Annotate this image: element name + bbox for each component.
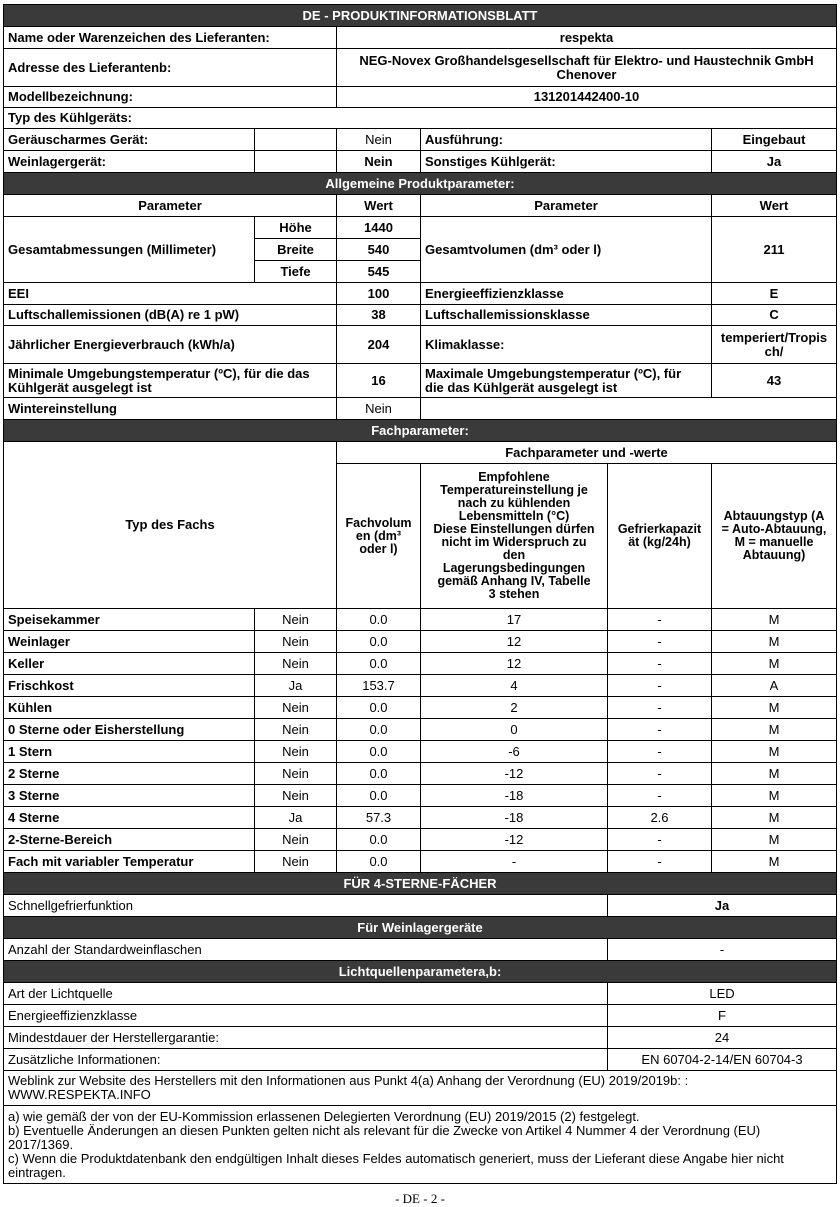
temp-header-line: nicht im Widerspruch zu — [441, 535, 587, 549]
eei-label: EEI — [4, 283, 337, 305]
compartment-defrost-type: M — [712, 697, 837, 719]
depth-value: 545 — [337, 261, 421, 283]
fast-freeze-label: Schnellgefrierfunktion — [4, 895, 608, 917]
compartment-row — [4, 807, 837, 829]
compartment-freeze-capacity: - — [608, 675, 712, 697]
weblink-text: Weblink zur Website des Herstellers mit den Informationen aus Punkt 4(a) Anhang der Verordnung (EU) 2019/2019b: : WWW.RESPEKTA.INFO — [4, 1071, 837, 1106]
compartment-temp: 2 — [421, 697, 608, 719]
compartment-temp: -6 — [421, 741, 608, 763]
supplier-address-value: NEG-Novex Großhandelsgesellschaft für Elektro- und Haustechnik GmbH Chenover — [337, 49, 837, 87]
compartment-name: Speisekammer — [4, 609, 255, 631]
compartment-defrost-type: M — [712, 785, 837, 807]
warranty-label: Mindestdauer der Herstellergarantie: — [4, 1027, 608, 1049]
climate-class-value: temperiert/Tropis ch/ — [712, 326, 837, 364]
appliance-type-title: Typ des Kühlgeräts: — [4, 108, 837, 129]
compartment-row — [4, 829, 837, 851]
total-volume-label: Gesamtvolumen (dm³ oder l) — [421, 217, 712, 283]
general-parameters-title: Allgemeine Produktparameter: — [4, 173, 837, 195]
footnote-b: b) Eventuelle Änderungen an diesen Punkten gelten nicht als relevant für die Zwecke von Artikel 4 Nummer 4 der Verordnung (EU) 2017/1369. — [8, 1122, 761, 1152]
compartment-volume: 0.0 — [337, 609, 421, 631]
compartment-temp: 12 — [421, 631, 608, 653]
compartment-freeze-capacity: - — [608, 851, 712, 873]
light-energy-class-label: Energieeffizienzklasse — [4, 1005, 608, 1027]
eei-value: 100 — [337, 283, 421, 305]
wine-storage-value: Nein — [337, 151, 421, 173]
temp-header-line: Diese Einstellungen dürfen — [433, 522, 595, 536]
compartment-freeze-capacity: - — [608, 785, 712, 807]
compartment-freeze-header — [608, 464, 712, 609]
compartment-volume: 0.0 — [337, 697, 421, 719]
compartment-temp: -18 — [421, 785, 608, 807]
compartment-defrost-type: M — [712, 609, 837, 631]
other-appliance-label: Sonstiges Kühlgerät: — [421, 151, 712, 173]
compartment-temp: 17 — [421, 609, 608, 631]
compartment-parameters-title: Fachparameter: — [4, 420, 837, 442]
temp-header-line: 3 stehen — [488, 587, 540, 601]
compartment-present: Ja — [255, 807, 337, 829]
min-ambient-temp-value: 16 — [337, 364, 421, 398]
model-value: 131201442400-10 — [337, 87, 837, 108]
max-ambient-temp-label: Maximale Umgebungstemperatur (ºC), für die das Kühlgerät ausgelegt ist — [421, 364, 712, 398]
compartment-name: 2-Sterne-Bereich — [4, 829, 255, 851]
compartment-defrost-type: M — [712, 763, 837, 785]
compartment-temp: 0 — [421, 719, 608, 741]
height-label: Höhe — [255, 217, 337, 239]
compartment-freeze-capacity: - — [608, 609, 712, 631]
wine-bottles-value: - — [608, 939, 837, 961]
compartment-row — [4, 653, 837, 675]
footnote-a: a) wie gemäß der von der EU-Kommission erlassenen Delegierten Verordnung (EU) 2019/2015 (2) festgelegt. — [8, 1108, 640, 1124]
temp-header-line: Temperatureinstellung je — [440, 483, 588, 497]
temp-header-line: Lebensmitteln (°C) — [458, 509, 570, 523]
compartment-row — [4, 609, 837, 631]
compartment-volume: 0.0 — [337, 763, 421, 785]
compartment-volume: 0.0 — [337, 719, 421, 741]
design-label: Ausführung: — [421, 129, 712, 151]
compartment-freeze-capacity: - — [608, 763, 712, 785]
temp-header-line: nach zu kühlenden — [457, 496, 571, 510]
sheet-title: DE - PRODUKTINFORMATIONSBLATT — [4, 5, 837, 27]
light-type-value: LED — [608, 983, 837, 1005]
compartment-volume: 57.3 — [337, 807, 421, 829]
compartment-present: Ja — [255, 675, 337, 697]
compartment-defrost-type: M — [712, 851, 837, 873]
energy-class-value: E — [712, 283, 837, 305]
compartment-present: Nein — [255, 763, 337, 785]
page-footer: - DE - 2 - — [395, 1191, 445, 1206]
compartment-volume: 0.0 — [337, 741, 421, 763]
compartment-defrost-header — [712, 464, 837, 609]
compartment-name: 4 Sterne — [4, 807, 255, 829]
compartment-row — [4, 697, 837, 719]
compartment-freeze-capacity: - — [608, 631, 712, 653]
height-value: 1440 — [337, 217, 421, 239]
compartment-name: 1 Stern — [4, 741, 255, 763]
additional-info-value: EN 60704-2-14/EN 60704-3 — [608, 1049, 837, 1071]
compartment-row — [4, 785, 837, 807]
compartment-volume: 0.0 — [337, 785, 421, 807]
annual-energy-value: 204 — [337, 326, 421, 364]
general-col-param-right: Parameter — [421, 195, 712, 217]
compartment-name: 3 Sterne — [4, 785, 255, 807]
total-volume-value: 211 — [712, 217, 837, 283]
compartment-present: Nein — [255, 631, 337, 653]
defrost-header-line: = Auto-Abtauung, — [721, 522, 827, 536]
four-star-title: FÜR 4-STERNE-FÄCHER — [4, 873, 837, 895]
compartment-present: Nein — [255, 829, 337, 851]
dimensions-label: Gesamtabmessungen (Millimeter) — [4, 217, 255, 283]
compartment-defrost-type: M — [712, 829, 837, 851]
compartment-present: Nein — [255, 697, 337, 719]
compartment-temp: 4 — [421, 675, 608, 697]
compartment-row — [4, 851, 837, 873]
width-value: 540 — [337, 239, 421, 261]
compartment-defrost-type: A — [712, 675, 837, 697]
compartment-present: Nein — [255, 609, 337, 631]
compartment-row — [4, 631, 837, 653]
compartment-freeze-capacity: - — [608, 653, 712, 675]
compartment-name: Frischkost — [4, 675, 255, 697]
wine-storage-title: Für Weinlagergeräte — [4, 917, 837, 939]
compartment-temp: -12 — [421, 829, 608, 851]
compartment-freeze-capacity: - — [608, 697, 712, 719]
compartment-row — [4, 719, 837, 741]
additional-info-label: Zusätzliche Informationen: — [4, 1049, 608, 1071]
compartment-name: Weinlager — [4, 631, 255, 653]
model-label: Modellbezeichnung: — [4, 87, 337, 108]
warranty-value: 24 — [608, 1027, 837, 1049]
defrost-header-line: Abtauung) — [742, 548, 806, 562]
general-col-param-left: Parameter — [4, 195, 337, 217]
light-energy-class-value: F — [608, 1005, 837, 1027]
wine-storage-label: Weinlagergerät: — [4, 151, 255, 173]
design-value: Eingebaut — [712, 129, 837, 151]
defrost-header-line: Abtauungstyp (A — [723, 509, 825, 523]
low-noise-value: Nein — [337, 129, 421, 151]
compartment-values-header: Fachparameter und -werte — [337, 442, 837, 464]
compartment-volume: 0.0 — [337, 631, 421, 653]
temp-header-line: gemäß Anhang IV, Tabelle — [437, 574, 591, 588]
compartment-freeze-capacity: - — [608, 719, 712, 741]
compartment-name: Fach mit variabler Temperatur — [4, 851, 255, 873]
depth-label: Tiefe — [255, 261, 337, 283]
compartment-present: Nein — [255, 785, 337, 807]
compartment-type-header: Typ des Fachs — [4, 442, 337, 609]
wine-bottles-label: Anzahl der Standardweinflaschen — [4, 939, 608, 961]
compartment-present: Nein — [255, 653, 337, 675]
compartment-volume-header — [337, 464, 421, 609]
noise-emission-value: 38 — [337, 305, 421, 326]
general-col-value-right: Wert — [712, 195, 837, 217]
supplier-address-label: Adresse des Lieferantenb: — [4, 49, 337, 87]
compartment-temp: -12 — [421, 763, 608, 785]
volume-header-line: oder l) — [359, 541, 398, 556]
fast-freeze-value: Ja — [608, 895, 837, 917]
noise-emission-label: Luftschallemissionen (dB(A) re 1 pW) — [4, 305, 337, 326]
compartment-temp: - — [421, 851, 608, 873]
footnote-c: c) Wenn die Produktdatenbank den endgültigen Inhalt dieses Feldes automatisch generiert, muss der Lieferant diese Angabe hier nicht eintragen. — [8, 1150, 784, 1180]
compartment-defrost-type: M — [712, 719, 837, 741]
light-type-label: Art der Lichtquelle — [4, 983, 608, 1005]
compartment-present: Nein — [255, 741, 337, 763]
compartment-temp: -18 — [421, 807, 608, 829]
width-label: Breite — [255, 239, 337, 261]
compartment-defrost-type: M — [712, 653, 837, 675]
temp-header-line: den — [502, 548, 526, 562]
footnotes — [4, 1106, 837, 1184]
annual-energy-label: Jährlicher Energieverbrauch (kWh/a) — [4, 326, 337, 364]
climate-class-label: Klimaklasse: — [421, 326, 712, 364]
general-col-value-left: Wert — [337, 195, 421, 217]
low-noise-label: Geräuscharmes Gerät: — [4, 129, 255, 151]
freeze-header-line: Gefrierkapazit — [617, 522, 702, 536]
winter-setting-value: Nein — [337, 398, 421, 420]
compartment-volume: 0.0 — [337, 653, 421, 675]
product-information-sheet — [3, 4, 837, 1184]
light-source-title: Lichtquellenparametera,b: — [4, 961, 837, 983]
compartment-row — [4, 763, 837, 785]
compartment-name: 2 Sterne — [4, 763, 255, 785]
noise-class-value: C — [712, 305, 837, 326]
compartment-volume: 0.0 — [337, 829, 421, 851]
compartment-row — [4, 741, 837, 763]
freeze-header-line: ät (kg/24h) — [628, 535, 691, 549]
volume-header-line: en (dm³ — [355, 528, 402, 543]
winter-setting-label: Wintereinstellung — [4, 398, 337, 420]
compartment-name: 0 Sterne oder Eisherstellung — [4, 719, 255, 741]
min-ambient-temp-label: Minimale Umgebungstemperatur (ºC), für die das Kühlgerät ausgelegt ist — [4, 364, 337, 398]
compartment-freeze-capacity: - — [608, 829, 712, 851]
max-ambient-temp-value: 43 — [712, 364, 837, 398]
supplier-name-label: Name oder Warenzeichen des Lieferanten: — [4, 27, 337, 49]
compartment-defrost-type: M — [712, 741, 837, 763]
compartment-temp-header — [421, 464, 608, 609]
compartment-name: Kühlen — [4, 697, 255, 719]
compartment-name: Keller — [4, 653, 255, 675]
compartment-present: Nein — [255, 719, 337, 741]
temp-header-line: Empfohlene — [478, 470, 550, 484]
compartment-freeze-capacity: - — [608, 741, 712, 763]
compartment-defrost-type: M — [712, 807, 837, 829]
other-appliance-value: Ja — [712, 151, 837, 173]
defrost-header-line: M = manuelle — [734, 535, 814, 549]
compartment-present: Nein — [255, 851, 337, 873]
compartment-defrost-type: M — [712, 631, 837, 653]
compartment-volume: 153.7 — [337, 675, 421, 697]
supplier-name-value: respekta — [337, 27, 837, 49]
compartment-row — [4, 675, 837, 697]
temp-header-line: Lagerungsbedingungen — [442, 561, 586, 575]
weblink-url[interactable]: WWW.RESPEKTA.INFO — [8, 1087, 151, 1102]
compartment-temp: 12 — [421, 653, 608, 675]
compartment-freeze-capacity: 2.6 — [608, 807, 712, 829]
noise-class-label: Luftschallemissionsklasse — [421, 305, 712, 326]
energy-class-label: Energieeffizienzklasse — [421, 283, 712, 305]
compartment-volume: 0.0 — [337, 851, 421, 873]
volume-header-line: Fachvolum — [345, 515, 412, 530]
